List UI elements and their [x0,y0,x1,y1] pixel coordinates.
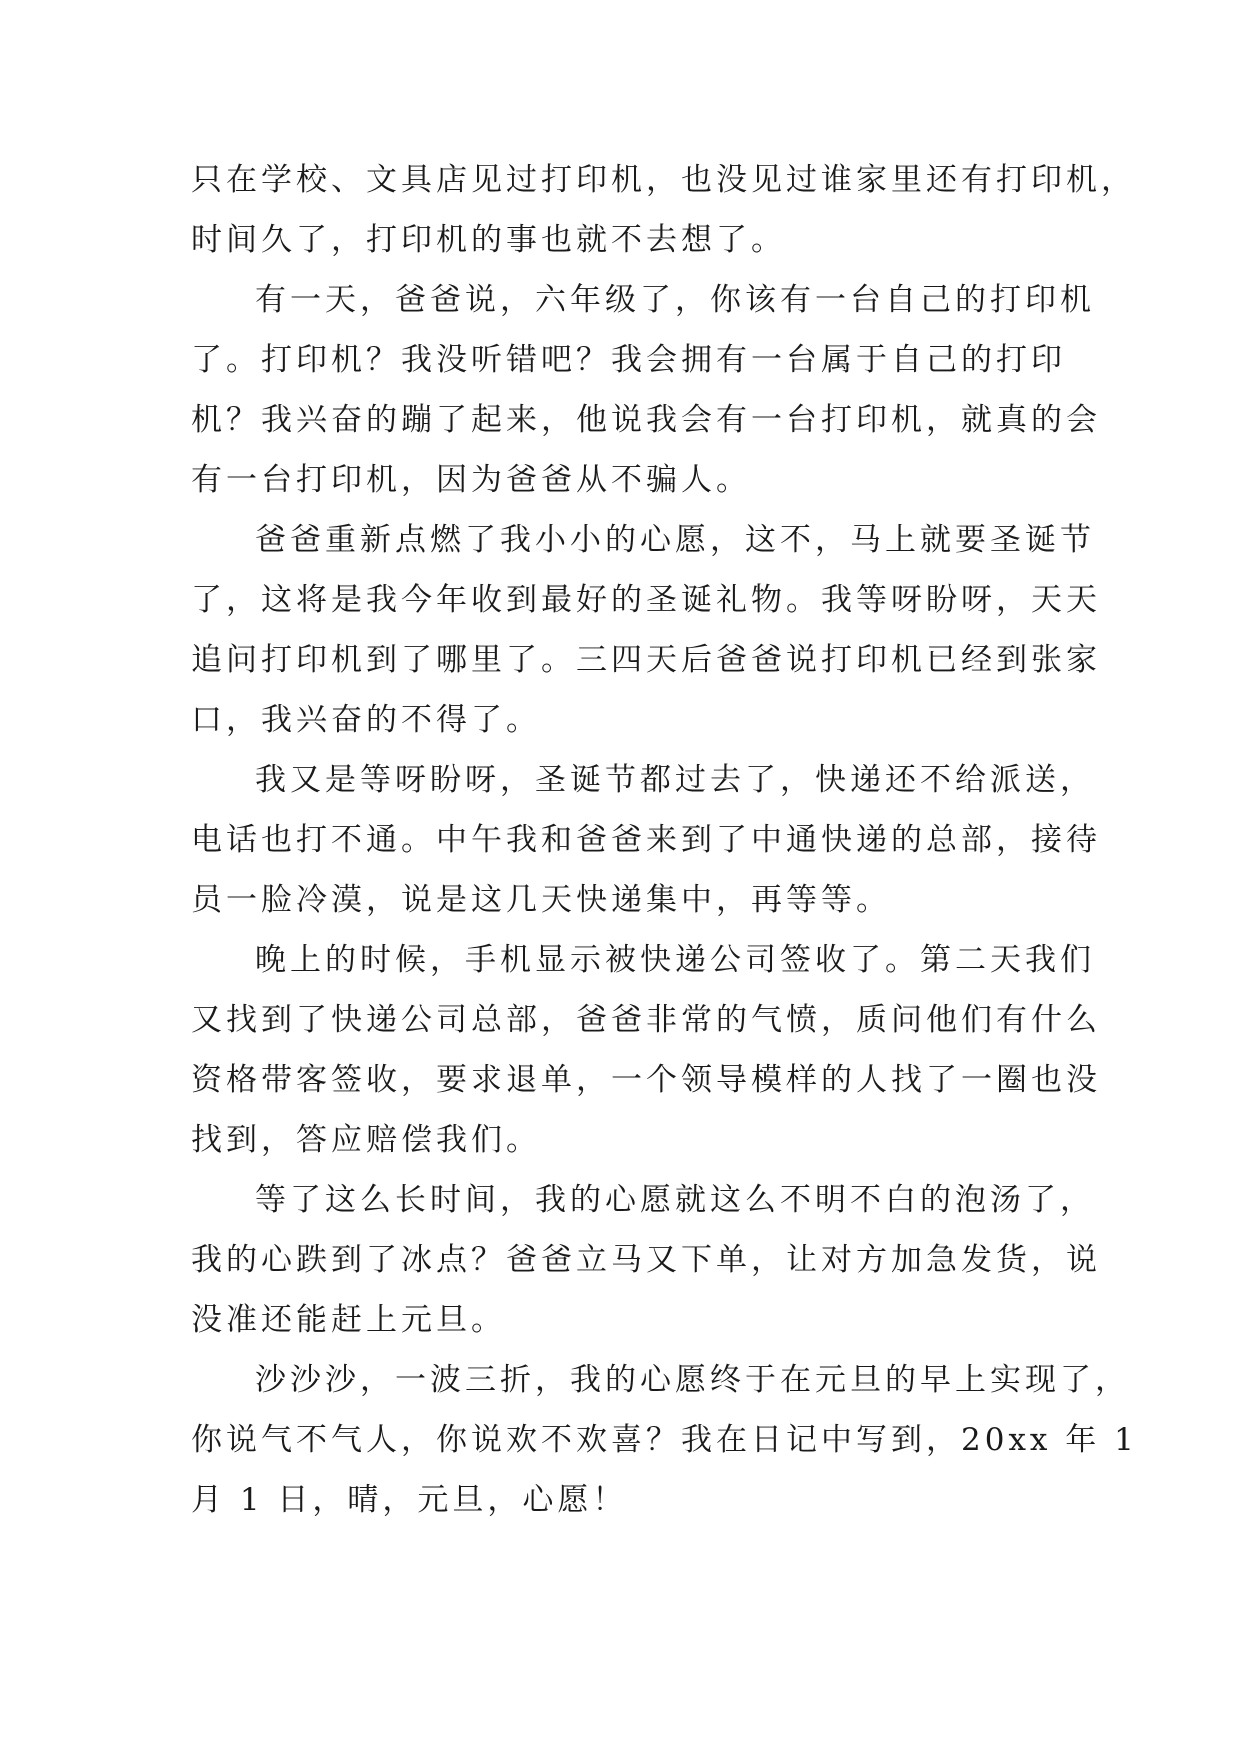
text-line: 只在学校、文具店见过打印机，也没见过谁家里还有打印机， [191,162,1136,198]
paragraph-first-line: 我又是等呀盼呀，圣诞节都过去了，快递还不给派送， [255,762,1095,798]
paragraph-first-line: 沙沙沙，一波三折，我的心愿终于在元旦的早上实现了， [255,1362,1130,1398]
paragraph-first-line: 晚上的时候，手机显示被快递公司签收了。第二天我们 [255,942,1095,978]
text-line: 了，这将是我今年收到最好的圣诞礼物。我等呀盼呀，天天 [191,582,1101,618]
text-line: 员一脸冷漠，说是这几天快递集中，再等等。 [191,882,891,918]
text-line: 时间久了，打印机的事也就不去想了。 [191,222,786,258]
text-line: 有一台打印机，因为爸爸从不骗人。 [191,462,751,498]
text-line: 找到，答应赔偿我们。 [191,1122,541,1158]
text-line: 你说气不气人，你说欢不欢喜？我在日记中写到，20xx 年 1 [191,1422,1138,1458]
text-line: 我的心跌到了冰点？爸爸立马又下单，让对方加急发货，说 [191,1242,1101,1278]
text-line: 口，我兴奋的不得了。 [191,702,541,738]
text-line: 电话也打不通。中午我和爸爸来到了中通快递的总部，接待 [191,822,1101,858]
document-body [191,150,1138,1530]
text-line: 资格带客签收，要求退单，一个领导模样的人找了一圈也没 [191,1062,1101,1098]
text-line: 月 1 日，晴，元旦，心愿！ [191,1482,628,1518]
text-line: 机？我兴奋的蹦了起来，他说我会有一台打印机，就真的会 [191,402,1101,438]
paragraph-first-line: 爸爸重新点燃了我小小的心愿，这不，马上就要圣诞节 [255,522,1095,558]
paragraph-first-line: 等了这么长时间，我的心愿就这么不明不白的泡汤了， [255,1182,1095,1218]
text-line: 没准还能赶上元旦。 [191,1302,506,1338]
paragraph-first-line: 有一天，爸爸说，六年级了，你该有一台自己的打印机 [255,282,1095,318]
text-line: 追问打印机到了哪里了。三四天后爸爸说打印机已经到张家 [191,642,1101,678]
text-line: 了。打印机？我没听错吧？我会拥有一台属于自己的打印 [191,342,1066,378]
text-line: 又找到了快递公司总部，爸爸非常的气愤，质问他们有什么 [191,1002,1101,1038]
